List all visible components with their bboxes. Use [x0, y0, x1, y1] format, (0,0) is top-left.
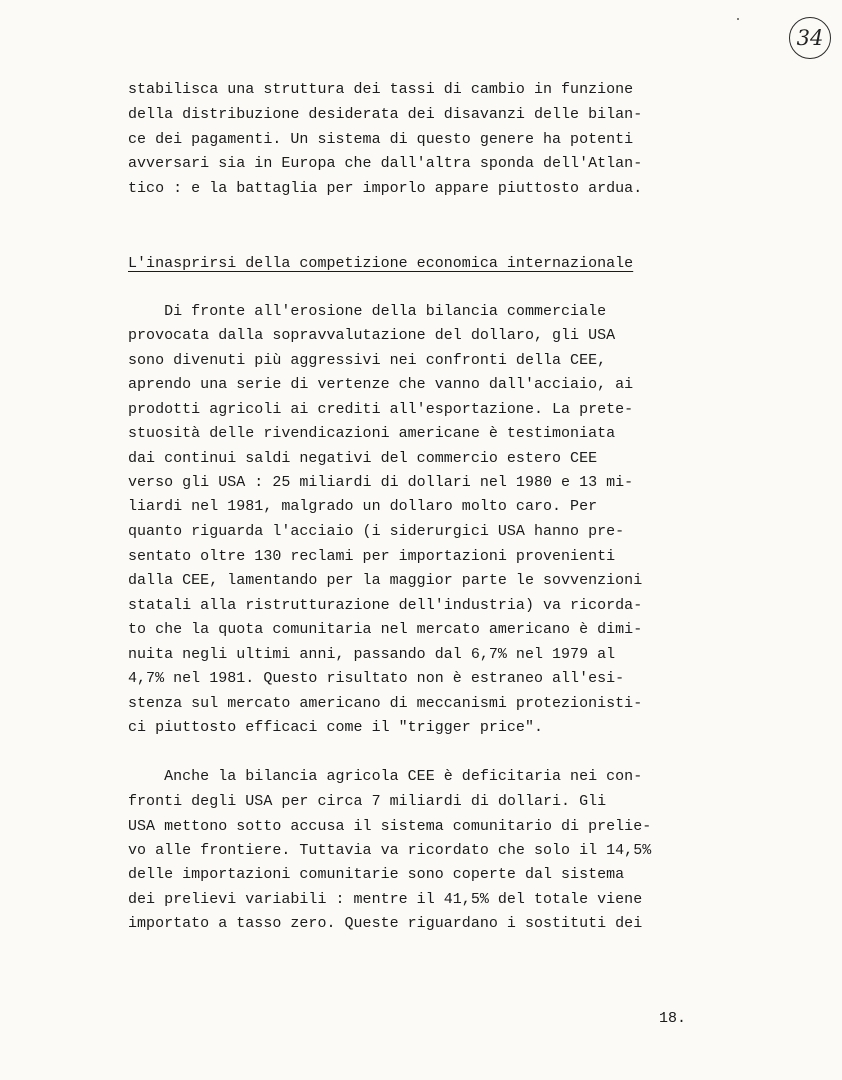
text-line: ci piuttosto efficaci come il "trigger price". — [128, 719, 543, 736]
text-line: Anche la bilancia agricola CEE è deficitaria nei con- — [128, 768, 643, 785]
text-line: nuita negli ultimi anni, passando dal 6,7% nel 1979 al — [128, 646, 616, 663]
text-line: statali alla ristrutturazione dell'industria) va ricorda- — [128, 597, 643, 614]
speck — [737, 18, 739, 20]
text-line: delle importazioni comunitarie sono coperte dal sistema — [128, 866, 625, 883]
text-line: verso gli USA : 25 miliardi di dollari nel 1980 e 13 mi- — [128, 474, 634, 491]
text-line: avversari sia in Europa che dall'altra sponda dell'Atlan- — [128, 155, 643, 172]
section-heading: L'inasprirsi della competizione economica internazionale — [128, 255, 634, 272]
text-line: sono divenuti più aggressivi nei confronti della CEE, — [128, 352, 607, 369]
text-line: prodotti agricoli ai crediti all'esportazione. La prete- — [128, 401, 634, 418]
text-line: tico : e la battaglia per imporlo appare piuttosto ardua. — [128, 180, 643, 197]
text-line: sentato oltre 130 reclami per importazioni provenienti — [128, 548, 616, 565]
text-line: dei prelievi variabili : mentre il 41,5% del totale viene — [128, 891, 643, 908]
text-line: importato a tasso zero. Queste riguardano i sostituti dei — [128, 915, 643, 932]
text-line: quanto riguarda l'acciaio (i siderurgici USA hanno pre- — [128, 523, 625, 540]
text-line: dai continui saldi negativi del commercio estero CEE — [128, 450, 598, 467]
text-line: ce dei pagamenti. Un sistema di questo genere ha potenti — [128, 131, 634, 148]
archive-page-stamp — [789, 17, 831, 59]
page-number: 18. — [659, 1010, 687, 1027]
text-line: della distribuzione desiderata dei disavanzi delle bilan- — [128, 106, 643, 123]
text-line: stenza sul mercato americano di meccanismi protezionisti- — [128, 695, 643, 712]
text-line: 4,7% nel 1981. Questo risultato non è estraneo all'esi- — [128, 670, 625, 687]
text-line: stuosità delle rivendicazioni americane è testimoniata — [128, 425, 616, 442]
text-line: to che la quota comunitaria nel mercato americano è dimi- — [128, 621, 643, 638]
text-line: Di fronte all'erosione della bilancia commerciale — [128, 303, 607, 320]
text-line: stabilisca una struttura dei tassi di cambio in funzione — [128, 81, 634, 98]
text-line: dalla CEE, lamentando per la maggior parte le sovvenzioni — [128, 572, 643, 589]
text-line: liardi nel 1981, malgrado un dollaro molto caro. Per — [128, 498, 598, 515]
text-line: vo alle frontiere. Tuttavia va ricordato che solo il 14,5% — [128, 842, 652, 859]
text-line: aprendo una serie di vertenze che vanno dall'acciaio, ai — [128, 376, 634, 393]
text-line: provocata dalla sopravvalutazione del dollaro, gli USA — [128, 327, 616, 344]
stamp-number: 34 — [796, 26, 824, 50]
text-line: fronti degli USA per circa 7 miliardi di dollari. Gli — [128, 793, 607, 810]
text-line: USA mettono sotto accusa il sistema comunitario di prelie- — [128, 818, 652, 835]
